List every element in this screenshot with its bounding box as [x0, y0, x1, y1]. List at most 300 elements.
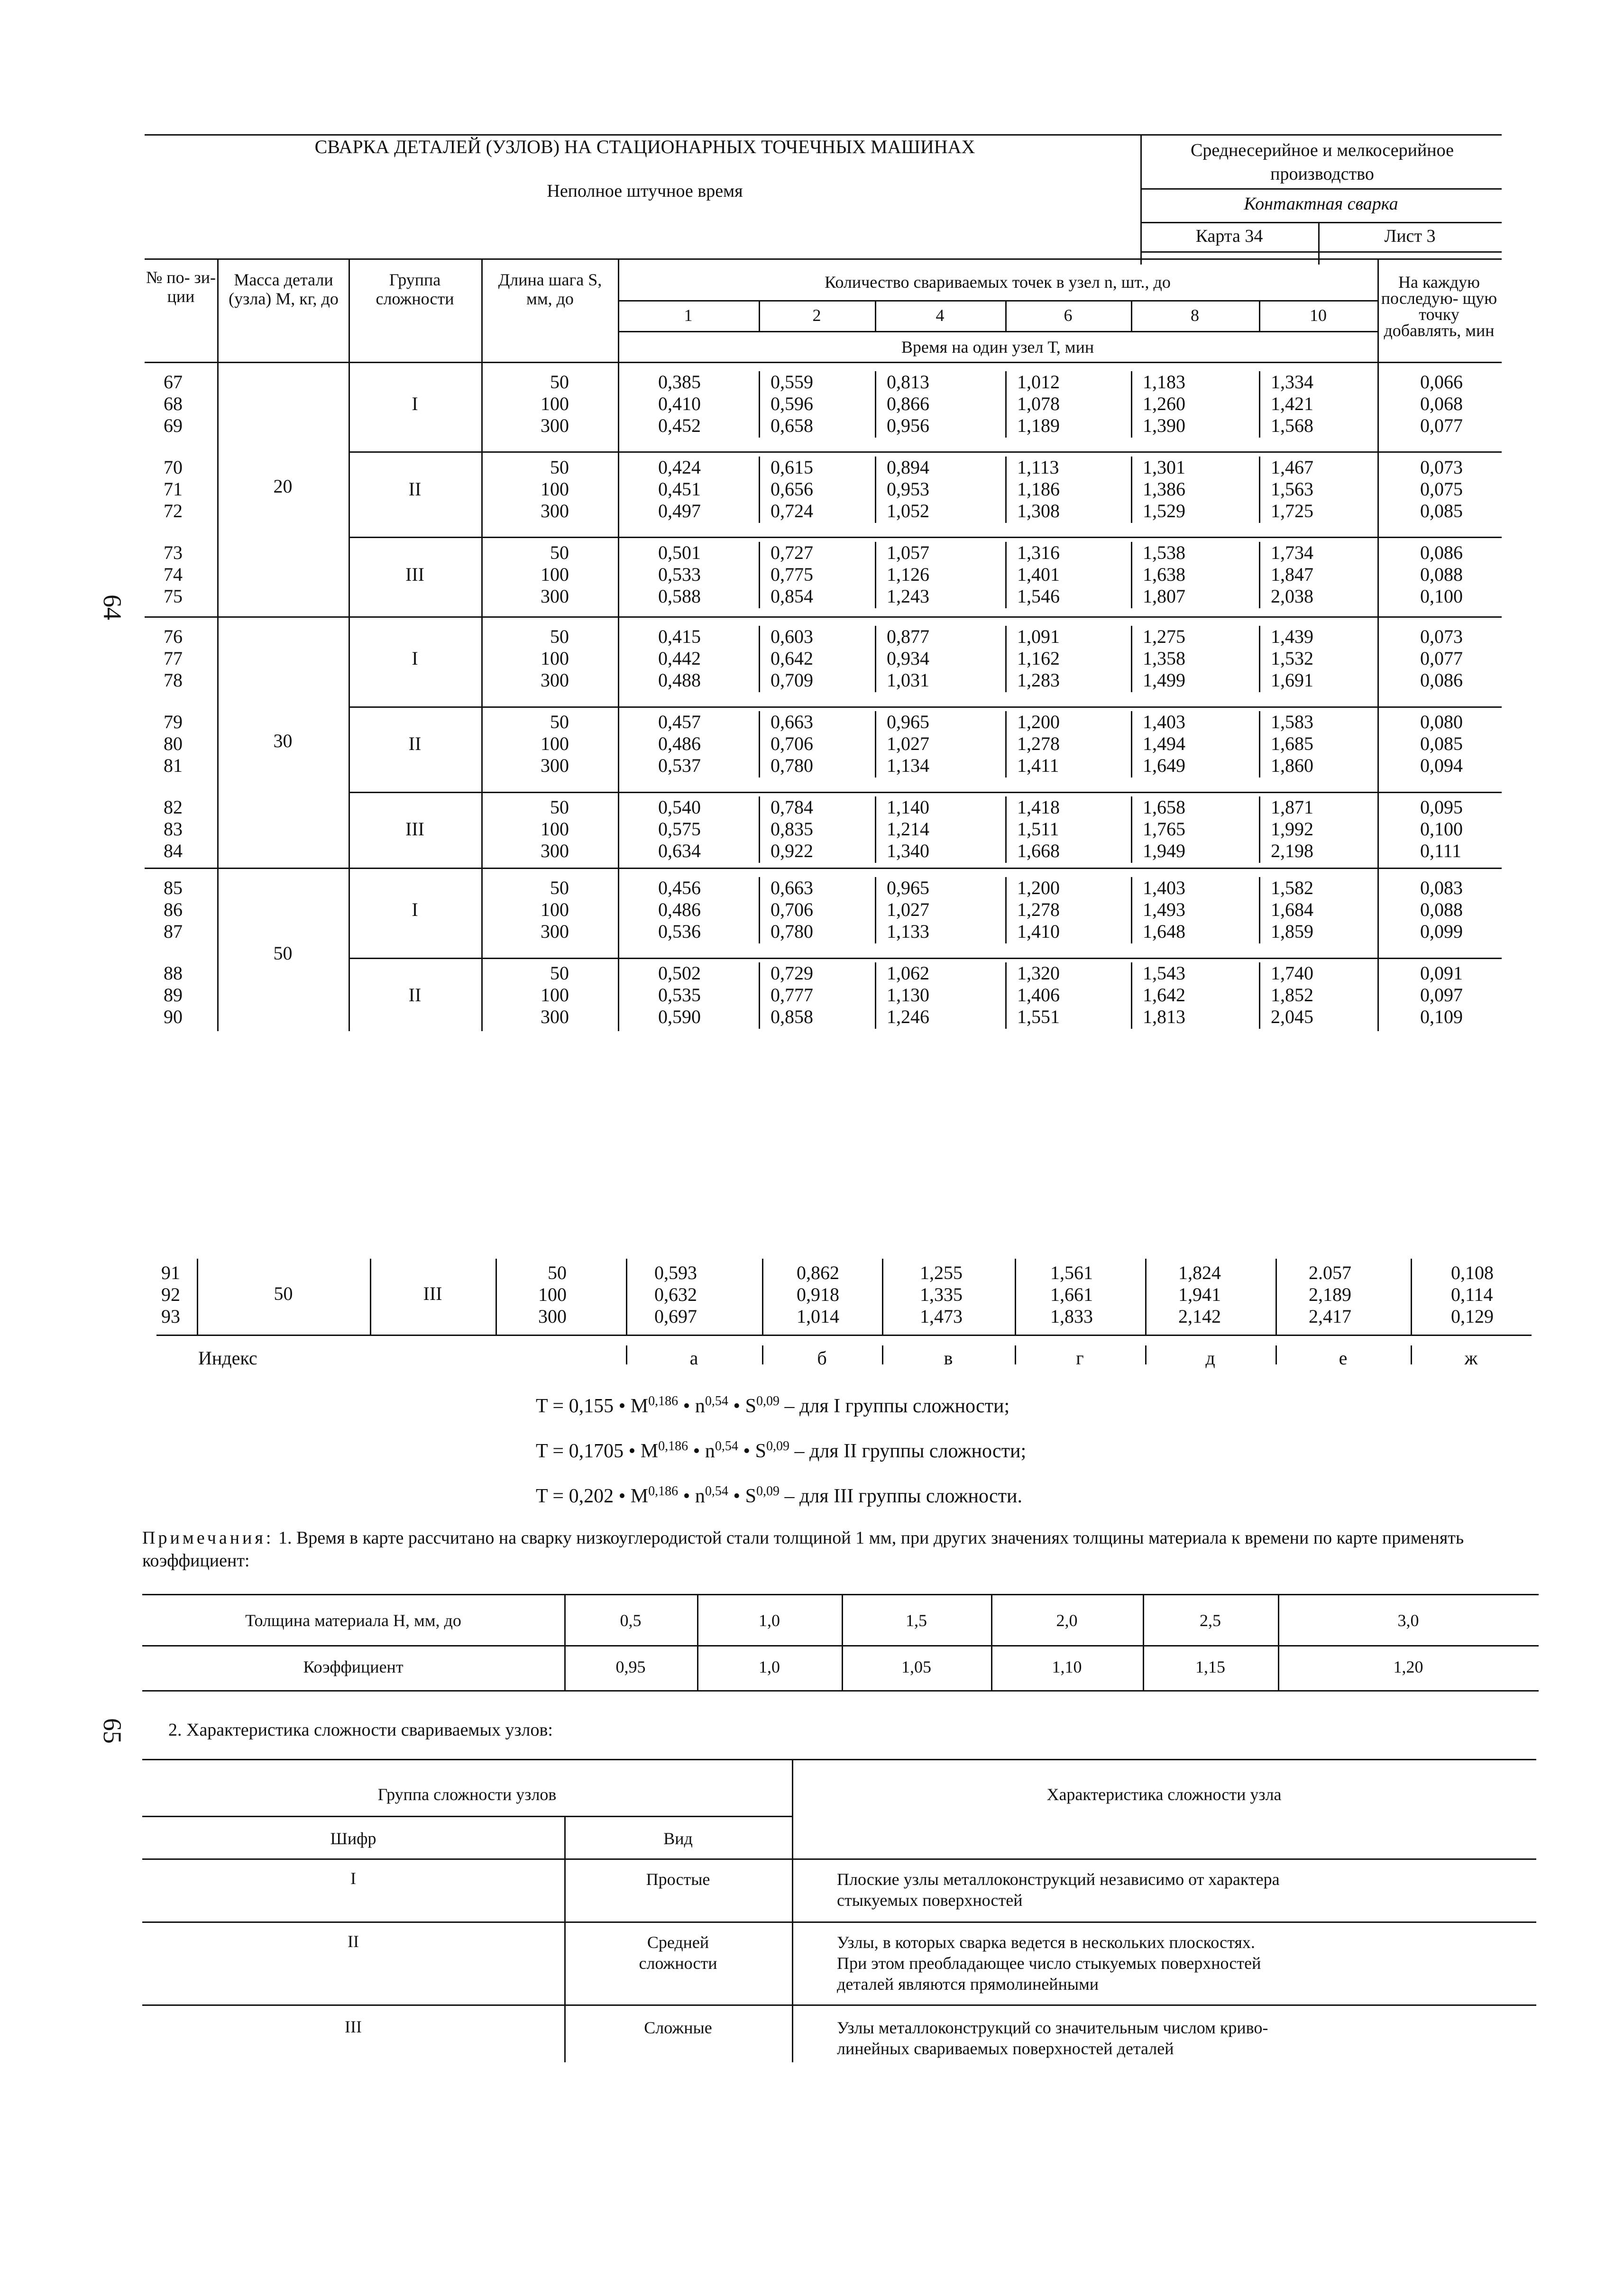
step-length: 50	[550, 457, 569, 478]
time-value: 1,685	[1271, 733, 1313, 754]
group-header: Группа сложности узлов	[377, 1785, 557, 1804]
time-value: 1,320	[1017, 962, 1060, 984]
cont-time-value: 1,335	[920, 1284, 963, 1305]
step-length: 300	[541, 415, 569, 436]
step-length: 100	[541, 564, 569, 585]
step-length: 300	[541, 500, 569, 521]
welding-type: Контактная сварка	[1244, 194, 1398, 214]
position-number: 72	[164, 500, 183, 521]
time-value: 1,411	[1017, 755, 1059, 776]
time-value: 1,340	[887, 840, 929, 861]
time-value: 1,283	[1017, 669, 1060, 691]
index-label: Индекс	[198, 1347, 257, 1369]
complexity-description: Узлы металлоконструкций со значительным числом криво- линейных свариваемых поверхностей деталей	[837, 2018, 1268, 2058]
points-2: 2	[812, 306, 821, 325]
time-value: 1,403	[1143, 877, 1185, 898]
time-value: 1,691	[1271, 669, 1313, 691]
time-value: 1,418	[1017, 796, 1060, 818]
time-value: 1,091	[1017, 626, 1060, 647]
position-number: 73	[164, 542, 183, 563]
coefficient-value: 1,05	[901, 1657, 931, 1676]
index-a: а	[689, 1347, 698, 1369]
col-divider	[759, 877, 760, 943]
time-value: 1,684	[1271, 899, 1313, 920]
time-value: 0,540	[658, 796, 701, 818]
col-divider	[1005, 457, 1007, 523]
step-length: 100	[541, 393, 569, 414]
time-value: 1,740	[1271, 962, 1313, 984]
time-value: 0,590	[658, 1006, 701, 1027]
thickness-value: 0,5	[620, 1611, 642, 1630]
time-value: 1,390	[1143, 415, 1185, 436]
coefficient-value: 1,0	[759, 1657, 780, 1676]
time-value: 0,603	[771, 626, 813, 647]
time-value: 1,499	[1143, 669, 1185, 691]
time-value: 1,301	[1143, 457, 1185, 478]
time-value: 0,424	[658, 457, 701, 478]
coefficient-value: 1,15	[1195, 1657, 1225, 1676]
time-value: 0,780	[771, 921, 813, 942]
coef-label: Коэффициент	[303, 1657, 404, 1676]
time-value: 0,658	[771, 415, 813, 436]
time-value: 2,198	[1271, 840, 1313, 861]
time-value: 0,634	[658, 840, 701, 861]
position-number: 84	[164, 840, 183, 861]
time-value: 0,575	[658, 818, 701, 840]
time-value: 1,162	[1017, 648, 1060, 669]
time-value: 0,663	[771, 711, 813, 732]
position-number: 81	[164, 755, 183, 776]
time-value: 1,765	[1143, 818, 1185, 840]
add-per-point: 0,099	[1420, 921, 1463, 942]
formula-line: T = 0,1705 • M$^{0,186}$ • $n^{0,54}$ • S$^{0,09}$ – для II группы сложности;	[536, 1439, 1027, 1462]
position-number: 76	[164, 626, 183, 647]
add-per-point: 0,080	[1420, 711, 1463, 732]
time-value: 1,243	[887, 585, 929, 607]
time-value: 1,183	[1143, 371, 1185, 393]
time-value: 1,638	[1143, 564, 1185, 585]
time-value: 1,214	[887, 818, 929, 840]
time-value: 0,415	[658, 626, 701, 647]
position-number: 69	[164, 415, 183, 436]
index-b: б	[817, 1347, 827, 1369]
time-value: 0,729	[771, 962, 813, 984]
add-per-point: 0,094	[1420, 755, 1463, 776]
add-per-point: 0,085	[1420, 733, 1463, 754]
production-type: Среднесерийное и мелкосерийное производство	[1191, 140, 1454, 184]
time-value: 1,260	[1143, 393, 1185, 414]
time-value: 0,385	[658, 371, 701, 393]
time-value: 1,189	[1017, 415, 1060, 436]
time-value: 1,494	[1143, 733, 1185, 754]
col-divider	[875, 371, 876, 438]
time-value: 1,246	[887, 1006, 929, 1027]
complexity-group: II	[408, 984, 422, 1006]
char-header: Характеристика сложности узла	[1046, 1785, 1282, 1804]
thickness-value: 2,5	[1200, 1611, 1221, 1630]
cont-mass: 50	[274, 1283, 293, 1304]
time-value: 0,588	[658, 585, 701, 607]
time-value: 2,045	[1271, 1006, 1313, 1027]
position-number: 89	[164, 984, 183, 1006]
coefficient-value: 1,10	[1052, 1657, 1082, 1676]
col-divider	[1259, 457, 1260, 523]
cont-time-value: 0,862	[797, 1262, 839, 1283]
cont-time-value: 2,142	[1178, 1306, 1221, 1327]
col-divider	[875, 877, 876, 943]
add-per-point: 0,095	[1420, 796, 1463, 818]
position-number: 83	[164, 818, 183, 840]
page-number-right: 65	[98, 1718, 127, 1744]
col-header-points: Количество свариваемых точек в узел n, шт., до	[825, 273, 1171, 292]
position-number: 88	[164, 962, 183, 984]
page-title: СВАРКА ДЕТАЛЕЙ (УЗЛОВ) НА СТАЦИОНАРНЫХ ТОЧЕЧНЫХ МАШИНАХ	[314, 136, 975, 157]
mass-30: 30	[273, 730, 293, 751]
col-header-step: Длина шага S, мм, до	[498, 270, 602, 308]
step-length: 100	[541, 984, 569, 1006]
step-length: 300	[541, 669, 569, 691]
time-value: 1,031	[887, 669, 929, 691]
cont-time-value: 2.057	[1309, 1262, 1351, 1283]
col-divider	[1131, 877, 1132, 943]
time-value: 1,807	[1143, 585, 1185, 607]
col-divider	[1005, 877, 1007, 943]
position-number: 75	[164, 585, 183, 607]
time-value: 0,835	[771, 818, 813, 840]
col-divider	[1131, 457, 1132, 523]
time-value: 1,538	[1143, 542, 1185, 563]
time-value: 0,965	[887, 877, 929, 898]
col-divider	[1259, 962, 1260, 1029]
time-value: 0,663	[771, 877, 813, 898]
complexity-code: III	[345, 2017, 362, 2036]
time-value: 0,559	[771, 371, 813, 393]
time-value: 1,027	[887, 733, 929, 754]
time-value: 0,777	[771, 984, 813, 1006]
time-value: 0,533	[658, 564, 701, 585]
add-per-point: 0,109	[1420, 1006, 1463, 1027]
thickness-value: 2,0	[1056, 1611, 1078, 1630]
formula-line: T = 0,155 • M$^{0,186}$ • $n^{0,54}$ • S$^{0,09}$ – для I группы сложности;	[536, 1394, 1010, 1417]
time-value: 0,410	[658, 393, 701, 414]
time-value: 0,452	[658, 415, 701, 436]
time-value: 0,486	[658, 899, 701, 920]
thickness-value: 1,5	[906, 1611, 927, 1630]
time-value: 1,563	[1271, 478, 1313, 500]
time-value: 0,934	[887, 648, 929, 669]
add-per-point: 0,077	[1420, 648, 1463, 669]
add-per-point: 0,083	[1420, 877, 1463, 898]
time-value: 0,537	[658, 755, 701, 776]
time-value: 1,546	[1017, 585, 1060, 607]
step-length: 300	[541, 921, 569, 942]
time-value: 1,668	[1017, 840, 1060, 861]
cont-time-value: 0,918	[797, 1284, 839, 1305]
index-g: г	[1076, 1347, 1084, 1369]
time-value: 0,854	[771, 585, 813, 607]
time-value: 1,859	[1271, 921, 1313, 942]
time-value: 0,656	[771, 478, 813, 500]
complexity-group: I	[412, 899, 418, 920]
cont-steps: 50 100 300	[538, 1262, 567, 1327]
time-value: 1,130	[887, 984, 929, 1006]
col-divider	[759, 626, 760, 692]
col-divider	[875, 711, 876, 778]
time-value: 0,922	[771, 840, 813, 861]
time-value: 0,456	[658, 877, 701, 898]
time-value: 0,813	[887, 371, 929, 393]
time-value: 0,457	[658, 711, 701, 732]
time-value: 1,852	[1271, 984, 1313, 1006]
time-value: 0,642	[771, 648, 813, 669]
cont-time-value: 1,014	[797, 1306, 839, 1327]
add-per-point: 0,068	[1420, 393, 1463, 414]
time-value: 0,709	[771, 669, 813, 691]
col-divider	[875, 457, 876, 523]
row-divider	[349, 451, 1502, 453]
position-number: 70	[164, 457, 183, 478]
time-value: 1,529	[1143, 500, 1185, 521]
complexity-kind: Простые	[646, 1870, 710, 1889]
index-d: д	[1205, 1347, 1215, 1369]
step-length: 100	[541, 818, 569, 840]
step-length: 300	[541, 1006, 569, 1027]
col-divider	[1259, 877, 1260, 943]
time-value: 0,877	[887, 626, 929, 647]
col-divider	[1131, 962, 1132, 1029]
position-number: 78	[164, 669, 183, 691]
time-value: 0,497	[658, 500, 701, 521]
col-divider	[875, 962, 876, 1029]
col-divider	[759, 542, 760, 608]
time-value: 1,057	[887, 542, 929, 563]
time-value: 1,062	[887, 962, 929, 984]
step-length: 50	[550, 962, 569, 984]
time-value: 1,186	[1017, 478, 1060, 500]
position-number: 74	[164, 564, 183, 585]
mass-50: 50	[273, 942, 293, 964]
col-divider	[759, 796, 760, 863]
col-divider	[875, 542, 876, 608]
cont-time-value: 1,941	[1178, 1284, 1221, 1305]
time-value: 0,965	[887, 711, 929, 732]
mass-20: 20	[273, 476, 293, 497]
time-value: 1,439	[1271, 626, 1313, 647]
code-header: Шифр	[330, 1829, 376, 1848]
add-per-point: 0,088	[1420, 899, 1463, 920]
time-value: 1,467	[1271, 457, 1313, 478]
cont-time-value: 1,473	[920, 1306, 963, 1327]
time-value: 0,780	[771, 755, 813, 776]
time-value: 1,334	[1271, 371, 1313, 393]
add-per-point: 0,088	[1420, 564, 1463, 585]
points-8: 8	[1191, 306, 1199, 325]
time-value: 0,535	[658, 984, 701, 1006]
time-value: 1,658	[1143, 796, 1185, 818]
col-header-group: Группа сложности	[376, 270, 454, 308]
add-per-point: 0,073	[1420, 626, 1463, 647]
time-value: 1,316	[1017, 542, 1060, 563]
cont-time-value: 1,661	[1050, 1284, 1093, 1305]
time-value: 1,358	[1143, 648, 1185, 669]
time-value: 0,956	[887, 415, 929, 436]
note-2: 2. Характеристика сложности свариваемых узлов:	[168, 1720, 553, 1740]
add-per-point: 0,066	[1420, 371, 1463, 393]
position-number: 71	[164, 478, 183, 500]
cont-time-value: 1,833	[1050, 1306, 1093, 1327]
step-length: 100	[541, 899, 569, 920]
time-value: 0,615	[771, 457, 813, 478]
cont-time-value: 0,697	[654, 1306, 697, 1327]
points-6: 6	[1064, 306, 1073, 325]
add-per-point: 0,091	[1420, 962, 1463, 984]
col-divider	[759, 711, 760, 778]
add-per-point: 0,100	[1420, 585, 1463, 607]
time-value: 0,488	[658, 669, 701, 691]
card-number: Карта 34	[1195, 226, 1263, 246]
col-divider	[875, 626, 876, 692]
time-value: 1,949	[1143, 840, 1185, 861]
complexity-group: II	[408, 733, 422, 754]
col-divider	[1259, 711, 1260, 778]
complexity-description: Плоские узлы металлоконструкций независимо от характера стыкуемых поверхностей	[837, 1870, 1280, 1910]
add-per-point: 0,086	[1420, 542, 1463, 563]
row-divider	[349, 537, 1502, 538]
time-value: 1,278	[1017, 899, 1060, 920]
time-header: Время на один узел Т, мин	[901, 338, 1094, 357]
col-divider	[1131, 711, 1132, 778]
cont-time-value: 2,189	[1309, 1284, 1351, 1305]
coef-thickness-label: Толщина материала Н, мм, до	[245, 1611, 461, 1630]
cont-time-value: 0,593	[654, 1262, 697, 1283]
position-number: 85	[164, 877, 183, 898]
row-divider	[349, 958, 1502, 959]
add-per-point: 0,075	[1420, 478, 1463, 500]
time-value: 1,583	[1271, 711, 1313, 732]
time-value: 0,866	[887, 393, 929, 414]
time-value: 1,410	[1017, 921, 1060, 942]
position-number: 68	[164, 393, 183, 414]
cont-add-value: 0,129	[1451, 1306, 1494, 1327]
complexity-group: II	[408, 478, 422, 500]
time-value: 1,052	[887, 500, 929, 521]
col-divider	[759, 457, 760, 523]
col-divider	[1259, 626, 1260, 692]
time-value: 1,406	[1017, 984, 1060, 1006]
position-number: 87	[164, 921, 183, 942]
add-per-point: 0,086	[1420, 669, 1463, 691]
time-value: 1,734	[1271, 542, 1313, 563]
time-value: 1,421	[1271, 393, 1313, 414]
col-divider	[875, 796, 876, 863]
col-divider	[1005, 626, 1007, 692]
time-value: 1,275	[1143, 626, 1185, 647]
time-value: 1,813	[1143, 1006, 1185, 1027]
formula-line: T = 0,202 • M$^{0,186}$ • $n^{0,54}$ • S$^{0,09}$ – для III группы сложности.	[536, 1484, 1022, 1507]
time-value: 1,871	[1271, 796, 1313, 818]
time-value: 0,953	[887, 478, 929, 500]
time-value: 1,551	[1017, 1006, 1060, 1027]
col-divider	[1005, 796, 1007, 863]
step-length: 50	[550, 542, 569, 563]
col-divider	[1259, 542, 1260, 608]
col-divider	[1005, 962, 1007, 1029]
time-value: 0,502	[658, 962, 701, 984]
time-value: 0,727	[771, 542, 813, 563]
time-value: 1,078	[1017, 393, 1060, 414]
time-value: 0,894	[887, 457, 929, 478]
note-1: Примечания: 1. Время в карте рассчитано на сварку низкоуглеродистой стали толщиной 1 мм, при других значениях толщины материала к времени по карте применять коэффициент:	[142, 1528, 1464, 1571]
time-value: 0,501	[658, 542, 701, 563]
time-value: 0,775	[771, 564, 813, 585]
position-number: 79	[164, 711, 183, 732]
time-value: 1,568	[1271, 415, 1313, 436]
time-value: 1,582	[1271, 877, 1313, 898]
page-subtitle: Неполное штучное время	[547, 181, 743, 201]
col-divider	[1259, 371, 1260, 438]
add-per-point: 0,111	[1420, 840, 1462, 861]
col-header-each-next: На каждую последую- щую точку добавлять, мин	[1381, 273, 1497, 340]
position-number: 90	[164, 1006, 183, 1027]
col-divider	[1131, 542, 1132, 608]
time-value: 1,725	[1271, 500, 1313, 521]
col-header-position: № по- зи- ции	[146, 268, 216, 306]
row-divider	[349, 792, 1502, 793]
complexity-group: I	[412, 393, 418, 414]
position-number: 67	[164, 371, 183, 393]
complexity-group: III	[405, 818, 424, 840]
sheet-number: Лист 3	[1384, 226, 1436, 246]
cont-add-value: 0,108	[1451, 1262, 1494, 1283]
complexity-code: I	[350, 1869, 356, 1888]
cont-time-value: 1,824	[1178, 1262, 1221, 1283]
position-number: 77	[164, 648, 183, 669]
time-value: 1,012	[1017, 371, 1060, 393]
page-number-left: 64	[98, 595, 127, 620]
time-value: 1,860	[1271, 755, 1313, 776]
col-divider	[1131, 371, 1132, 438]
col-divider	[1005, 371, 1007, 438]
thickness-value: 3,0	[1397, 1611, 1419, 1630]
step-length: 50	[550, 877, 569, 898]
time-value: 1,134	[887, 755, 929, 776]
time-value: 1,113	[1017, 457, 1059, 478]
time-value: 1,532	[1271, 648, 1313, 669]
cont-time-value: 1,561	[1050, 1262, 1093, 1283]
complexity-kind: Сложные	[644, 2018, 712, 2037]
time-value: 0,706	[771, 733, 813, 754]
cont-time-value: 0,632	[654, 1284, 697, 1305]
cont-add-value: 0,114	[1451, 1284, 1493, 1305]
step-length: 100	[541, 478, 569, 500]
step-length: 50	[550, 371, 569, 393]
time-value: 1,140	[887, 796, 929, 818]
time-value: 1,200	[1017, 711, 1060, 732]
col-divider	[1131, 796, 1132, 863]
step-length: 50	[550, 626, 569, 647]
time-value: 0,858	[771, 1006, 813, 1027]
time-value: 0,596	[771, 393, 813, 414]
col-divider	[759, 371, 760, 438]
col-header-mass: Масса детали (узла) М, кг, до	[229, 270, 339, 308]
time-value: 0,706	[771, 899, 813, 920]
col-divider	[1005, 711, 1007, 778]
index-zh: ж	[1464, 1347, 1478, 1369]
points-10: 10	[1310, 306, 1327, 325]
time-value: 0,536	[658, 921, 701, 942]
step-length: 50	[550, 711, 569, 732]
cont-positions: 91 92 93	[161, 1262, 180, 1327]
